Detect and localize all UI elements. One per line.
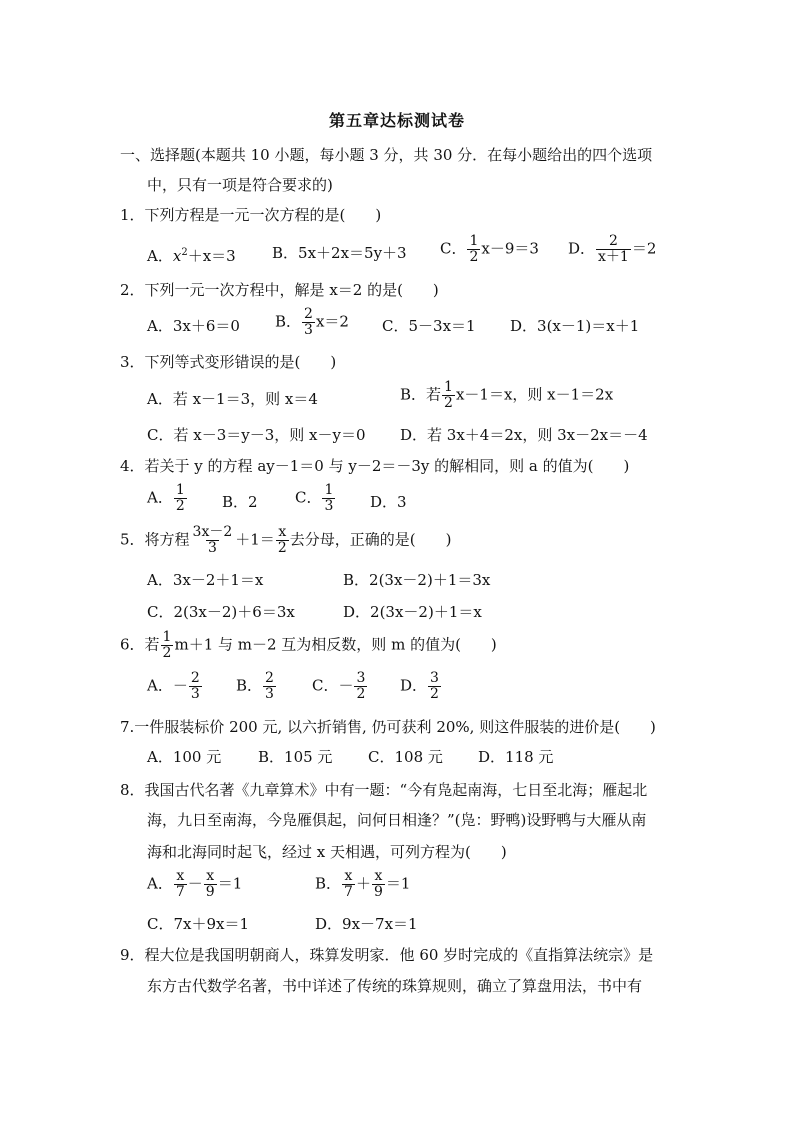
question-6-option-d: D． $\frac{3}{2}$ xyxy=(400,670,439,702)
question-4-option-d: D．3 xyxy=(370,493,407,511)
question-4-option-b: B．2 xyxy=(222,493,258,511)
question-3-option-d: D．若 3x＋4＝2x，则 3x－2x＝－4 xyxy=(400,426,648,444)
question-2-option-b: B． $\frac{2}{3}$ x＝2 xyxy=(275,306,349,338)
question-8-stem-line1: 8．我国古代名著《九章算术》中有一题：“今有凫起南海，七日至北海；雁起北 xyxy=(120,781,648,799)
question-2-option-c: C．5－3x＝1 xyxy=(382,317,476,335)
question-8-option-a: A． $\frac{x}{7}$ － $\frac{x}{9}$ ＝1 xyxy=(147,868,243,900)
question-9-stem-line1: 9．程大位是我国明朝商人，珠算发明家．他 60 岁时完成的《直指算法统宗》是 xyxy=(120,946,654,964)
question-6-option-a: A．－ $\frac{2}{3}$ xyxy=(147,670,200,702)
question-7-option-c: C．108 元 xyxy=(368,748,443,766)
question-1-option-b: B．5x＋2x＝5y＋3 xyxy=(272,244,407,262)
question-8-option-d: D．9x－7x＝1 xyxy=(315,915,418,933)
question-8-stem-line2: 海，九日至南海，今凫雁俱起，问何日相逢？”(凫：野鸭)设野鸭与大雁从南 xyxy=(147,811,647,829)
question-8-stem-line3: 海和北海同时起飞，经过 x 天相遇，可列方程为( ) xyxy=(147,843,507,861)
question-9-stem-line2: 东方古代数学名著，书中详述了传统的珠算规则，确立了算盘用法，书中有 xyxy=(147,977,643,995)
question-3-option-c: C．若 x－3＝y－3，则 x－y＝0 xyxy=(147,426,366,444)
question-3-option-a: A．若 x－1＝3，则 x＝4 xyxy=(147,390,318,408)
question-7-stem: 7.一件服装标价 200 元, 以六折销售, 仍可获利 20%, 则这件服装的进价是( ) xyxy=(120,718,656,736)
question-5-option-b: B．2(3x－2)＋1＝3x xyxy=(343,571,491,589)
section-instructions-line1: 一、选择题(本题共 10 小题，每小题 3 分，共 30 分．在每小题给出的四个选项 xyxy=(120,146,653,164)
section-instructions-line2: 中，只有一项是符合要求的) xyxy=(147,176,333,194)
question-3-stem: 3．下列等式变形错误的是( ) xyxy=(120,353,337,371)
question-3-option-b: B．若 $\frac{1}{2}$ x－1＝x，则 x－1＝2x xyxy=(400,379,614,411)
question-8-option-c: C．7x＋9x＝1 xyxy=(147,915,250,933)
question-5-stem: 5．将方程 $\frac{3x-2}{3}$ ＋1＝ $\frac{x}{2}$ 去分母，正确的是( ) xyxy=(120,524,452,556)
question-7-option-b: B．105 元 xyxy=(258,748,333,766)
question-2-stem: 2．下列一元一次方程中，解是 x＝2 的是( ) xyxy=(120,281,439,299)
question-6-stem: 6．若 $\frac{1}{2}$ m＋1 与 m－2 互为相反数，则 m 的值为( ) xyxy=(120,629,497,661)
question-4-option-c: C． $\frac{1}{3}$ xyxy=(295,482,334,514)
question-1-stem: 1．下列方程是一元一次方程的是( ) xyxy=(120,206,382,224)
question-4-option-a: A． $\frac{1}{2}$ xyxy=(147,482,185,514)
question-5-option-d: D．2(3x－2)＋1＝x xyxy=(343,603,482,621)
question-8-option-b: B． $\frac{x}{7}$ ＋ $\frac{x}{9}$ ＝1 xyxy=(315,868,411,900)
question-7-option-d: D．118 元 xyxy=(478,748,554,766)
question-1-option-a: A．$x^2+x=3$ xyxy=(147,247,236,265)
question-1-option-d: D． $\frac{2}{x+1}$ ＝2 xyxy=(568,233,657,265)
question-2-option-d: D．3(x－1)＝x＋1 xyxy=(510,317,640,335)
page-title: 第五章达标测试卷 xyxy=(328,111,465,130)
question-1-option-c: C． $\frac{1}{2}$ x－9＝3 xyxy=(440,233,539,265)
question-5-option-a: A．3x－2＋1＝x xyxy=(147,571,264,589)
question-2-option-a: A．3x＋6＝0 xyxy=(147,317,240,335)
question-7-option-a: A．100 元 xyxy=(147,748,222,766)
question-6-option-c: C．－ $\frac{3}{2}$ xyxy=(312,670,366,702)
question-6-option-b: B． $\frac{2}{3}$ xyxy=(236,670,274,702)
question-5-option-c: C．2(3x－2)＋6＝3x xyxy=(147,603,295,621)
question-4-stem: 4．若关于 y 的方程 ay－1＝0 与 y－2＝－3y 的解相同，则 a 的值为( ) xyxy=(120,457,630,475)
